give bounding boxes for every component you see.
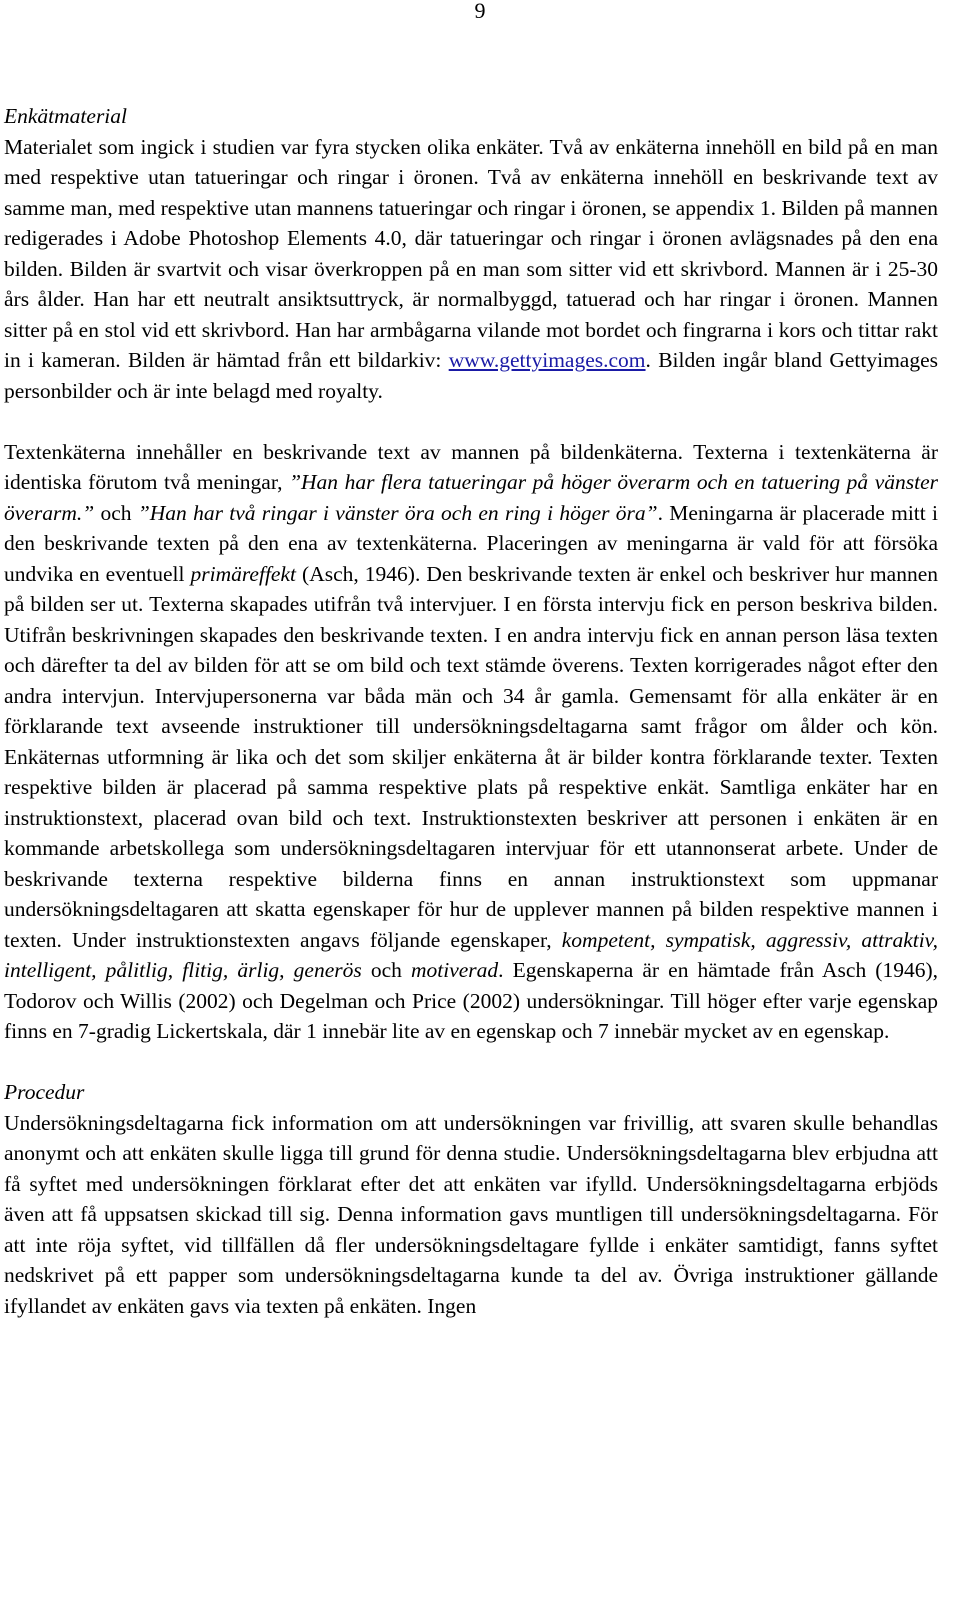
paragraph-enkatmaterial-1 [4,132,938,407]
document-body [4,101,938,1321]
text-run: . Egenskaperna är en hämtade från Asch (1946), Todorov och Willis (2002) och Degelman och Price (2002) undersökningar. Till höger efter varje egenskap finns en 7-gradig Lickertskala, där 1 innebär lite av en egenskap och 7 innebär mycket av en egenskap. [4,958,938,1043]
trait-motiverad: motiverad [410,958,499,982]
text-run: och [94,500,138,525]
section-heading-procedur: Procedur [4,1080,85,1104]
text-run: Materialet som ingick i studien var fyra stycken olika enkäter. Två av enkäterna innehöll en bild på en man med respektive utan tatueringar och ringar i öronen. Två av enkäterna innehöll en beskrivande text av samme man, med respektive utan mannens tatueringar och ringar i öronen, se appendix 1. Bilden på mannen redigerades i Adobe Photoshop Elements 4.0, där tatueringar och ringar i öronen avlägsnades på den ena bilden. Bilden är svartvit och visar överkroppen på en man som sitter vid ett skrivbord. Mannen är i 25-30 års ålder. Han har ett neutralt ansiktsuttryck, är normalbyggd, tatuerad och har ringar i öronen. Mannen sitter på en stol vid ett skrivbord. Han har armbågarna vilande mot bordet och fingrarna i kors och tittar rakt in i kameran. Bilden är hämtad från ett bildarkiv: [4,134,938,372]
quoted-sentence-rings: ”Han har två ringar i vänster öra och en ring i höger öra” [137,500,658,525]
paragraph-gap [4,1047,938,1078]
paragraph-procedur-1: Undersökningsdeltagarna fick information om att undersökningen var frivillig, att svaren skulle behandlas anonymt och att enkäten skulle ligga till grund för denna studie. Undersökningsdeltagarna blev erbjudna att få syftet med undersökningen förklarat efter det att enkäten var ifylld. Undersökningsdeltagarna erbjöds även att få uppsatsen skickad till sig. Denna information gavs muntligen till undersökningsdeltagarna. För att inte röja syftet, vid tillfällen då fler undersökningsdeltagare fyllde i enkäter samtidigt, fanns syftet nedskrivet på ett papper som undersökningsdeltagarna kunde ta del av. Övriga instruktioner gällande ifyllandet av enkäten gavs via texten på enkäten. Ingen [4,1110,938,1318]
text-run: Textenkäterna innehåller en beskrivande text av mannen på bildenkäterna. Texterna i textenkäterna är identiska förutom två meningar, [4,439,938,494]
page-number: 9 [474,0,486,23]
quoted-sentence-tattoos: ”Han har flera tatueringar på höger överarm och en tatuering på vänster överarm.” [4,470,938,525]
text-run: (Asch, 1946). Den beskrivande texten är enkel och beskriver hur mannen på bilden ser ut. Texterna skapades utifrån två intervjuer. I en första intervju fick en person beskriva bilden. Utifrån beskrivningen skapades den beskrivande texten. I en andra intervju fick en annan person läsa texten och därefter ta del av bilden för att se om bild och text stämde överens. Texten korrigerades något efter den andra intervjun. Intervjupersonerna var båda män och 34 år gamla. Gemensamt för alla enkäter är en förklarande text avseende instruktioner till undersökningsdeltagarna samt frågor om ålder och kön. Enkäternas utformning är lika och det som skiljer enkäterna åt är bilder kontra förklarande texter. Texten respektive bilden är placerad på samma respektive plats på respektive enkät. Samtliga enkäter har en instruktionstext, placerad ovan bild och text. Instruktionstexten beskriver att personen i enkäten är en kommande arbetskollega som undersökningsdeltagaren intervjuar för ett utannonserat arbete. Under de beskrivande texterna respektive bilderna finns en annan instruktionstext som uppmanar undersökningsdeltagaren att skatta egenskaper för hur de upplever mannen på bilden respektive mannen i texten. Under instruktionstexten angavs följande egenskaper, [4,561,938,952]
section-heading-enkatmaterial: Enkätmaterial [4,104,128,128]
trait-list: kompetent, sympatisk, aggressiv, attraktiv, intelligent, pålitlig, flitig, ärlig, generös [4,927,938,982]
gettyimages-link[interactable]: www.gettyimages.com [448,348,646,372]
text-run: . Bilden ingår bland Gettyimages personbilder och är inte belagd med royalty. [4,348,938,403]
paragraph-gap [4,406,938,437]
text-run: . Meningarna är placerade mitt i den beskrivande texten på den ena av textenkäterna. Placeringen av meningarna är vald för att försöka undvika en eventuell [4,500,939,586]
text-run: och [361,958,411,982]
term-primareffekt: primäreffekt [190,561,296,586]
paragraph-enkatmaterial-2 [4,437,938,1047]
